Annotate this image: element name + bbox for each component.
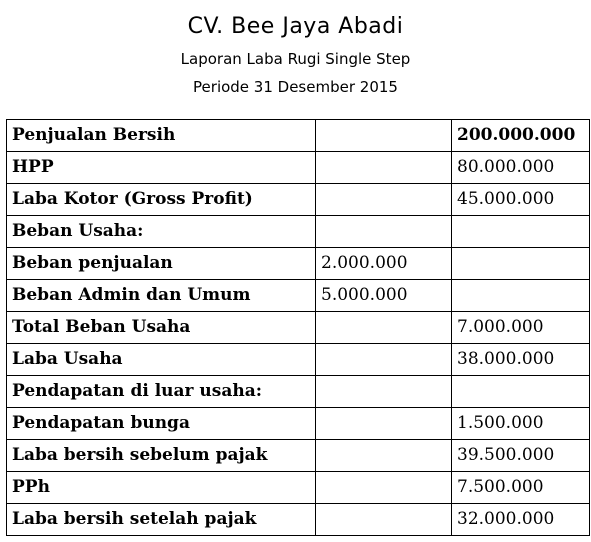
row-subtotal bbox=[316, 376, 452, 408]
row-amount: 7.000.000 bbox=[452, 312, 590, 344]
company-name: CV. Bee Jaya Abadi bbox=[187, 14, 404, 39]
table-row bbox=[7, 184, 590, 216]
row-amount: 80.000.000 bbox=[452, 152, 590, 184]
table-row bbox=[7, 504, 590, 536]
row-subtotal: 2.000.000 bbox=[316, 248, 452, 280]
row-label: Laba Usaha bbox=[7, 344, 316, 376]
row-subtotal bbox=[316, 408, 452, 440]
row-label: PPh bbox=[7, 472, 316, 504]
table-row bbox=[7, 152, 590, 184]
row-subtotal bbox=[316, 120, 452, 152]
income-statement-table bbox=[6, 119, 590, 536]
report-period: Periode 31 Desember 2015 bbox=[193, 78, 398, 96]
row-label: Beban Admin dan Umum bbox=[7, 280, 316, 312]
table-row bbox=[7, 472, 590, 504]
row-amount bbox=[452, 248, 590, 280]
row-amount: 39.500.000 bbox=[452, 440, 590, 472]
table-row bbox=[7, 376, 590, 408]
row-subtotal bbox=[316, 184, 452, 216]
row-label: Beban Usaha: bbox=[7, 216, 316, 248]
table-row bbox=[7, 312, 590, 344]
row-label: Laba bersih setelah pajak bbox=[7, 504, 316, 536]
table-row bbox=[7, 280, 590, 312]
row-subtotal bbox=[316, 216, 452, 248]
row-amount: 1.500.000 bbox=[452, 408, 590, 440]
row-amount bbox=[452, 376, 590, 408]
table-row bbox=[7, 408, 590, 440]
table-row bbox=[7, 248, 590, 280]
row-subtotal bbox=[316, 152, 452, 184]
table-row bbox=[7, 216, 590, 248]
row-subtotal bbox=[316, 472, 452, 504]
row-amount bbox=[452, 216, 590, 248]
row-amount: 7.500.000 bbox=[452, 472, 590, 504]
row-label: Laba Kotor (Gross Profit) bbox=[7, 184, 316, 216]
row-amount: 200.000.000 bbox=[452, 120, 590, 152]
row-amount: 32.000.000 bbox=[452, 504, 590, 536]
row-label: Penjualan Bersih bbox=[7, 120, 316, 152]
report-title: Laporan Laba Rugi Single Step bbox=[180, 50, 411, 68]
row-amount: 45.000.000 bbox=[452, 184, 590, 216]
row-label: Laba bersih sebelum pajak bbox=[7, 440, 316, 472]
row-subtotal bbox=[316, 440, 452, 472]
row-amount: 38.000.000 bbox=[452, 344, 590, 376]
row-subtotal bbox=[316, 312, 452, 344]
table-row bbox=[7, 440, 590, 472]
table-row bbox=[7, 344, 590, 376]
row-amount bbox=[452, 280, 590, 312]
table-row bbox=[7, 120, 590, 152]
row-label: Pendapatan bunga bbox=[7, 408, 316, 440]
row-label: HPP bbox=[7, 152, 316, 184]
row-label: Pendapatan di luar usaha: bbox=[7, 376, 316, 408]
row-label: Beban penjualan bbox=[7, 248, 316, 280]
row-subtotal bbox=[316, 344, 452, 376]
row-subtotal: 5.000.000 bbox=[316, 280, 452, 312]
row-subtotal bbox=[316, 504, 452, 536]
row-label: Total Beban Usaha bbox=[7, 312, 316, 344]
